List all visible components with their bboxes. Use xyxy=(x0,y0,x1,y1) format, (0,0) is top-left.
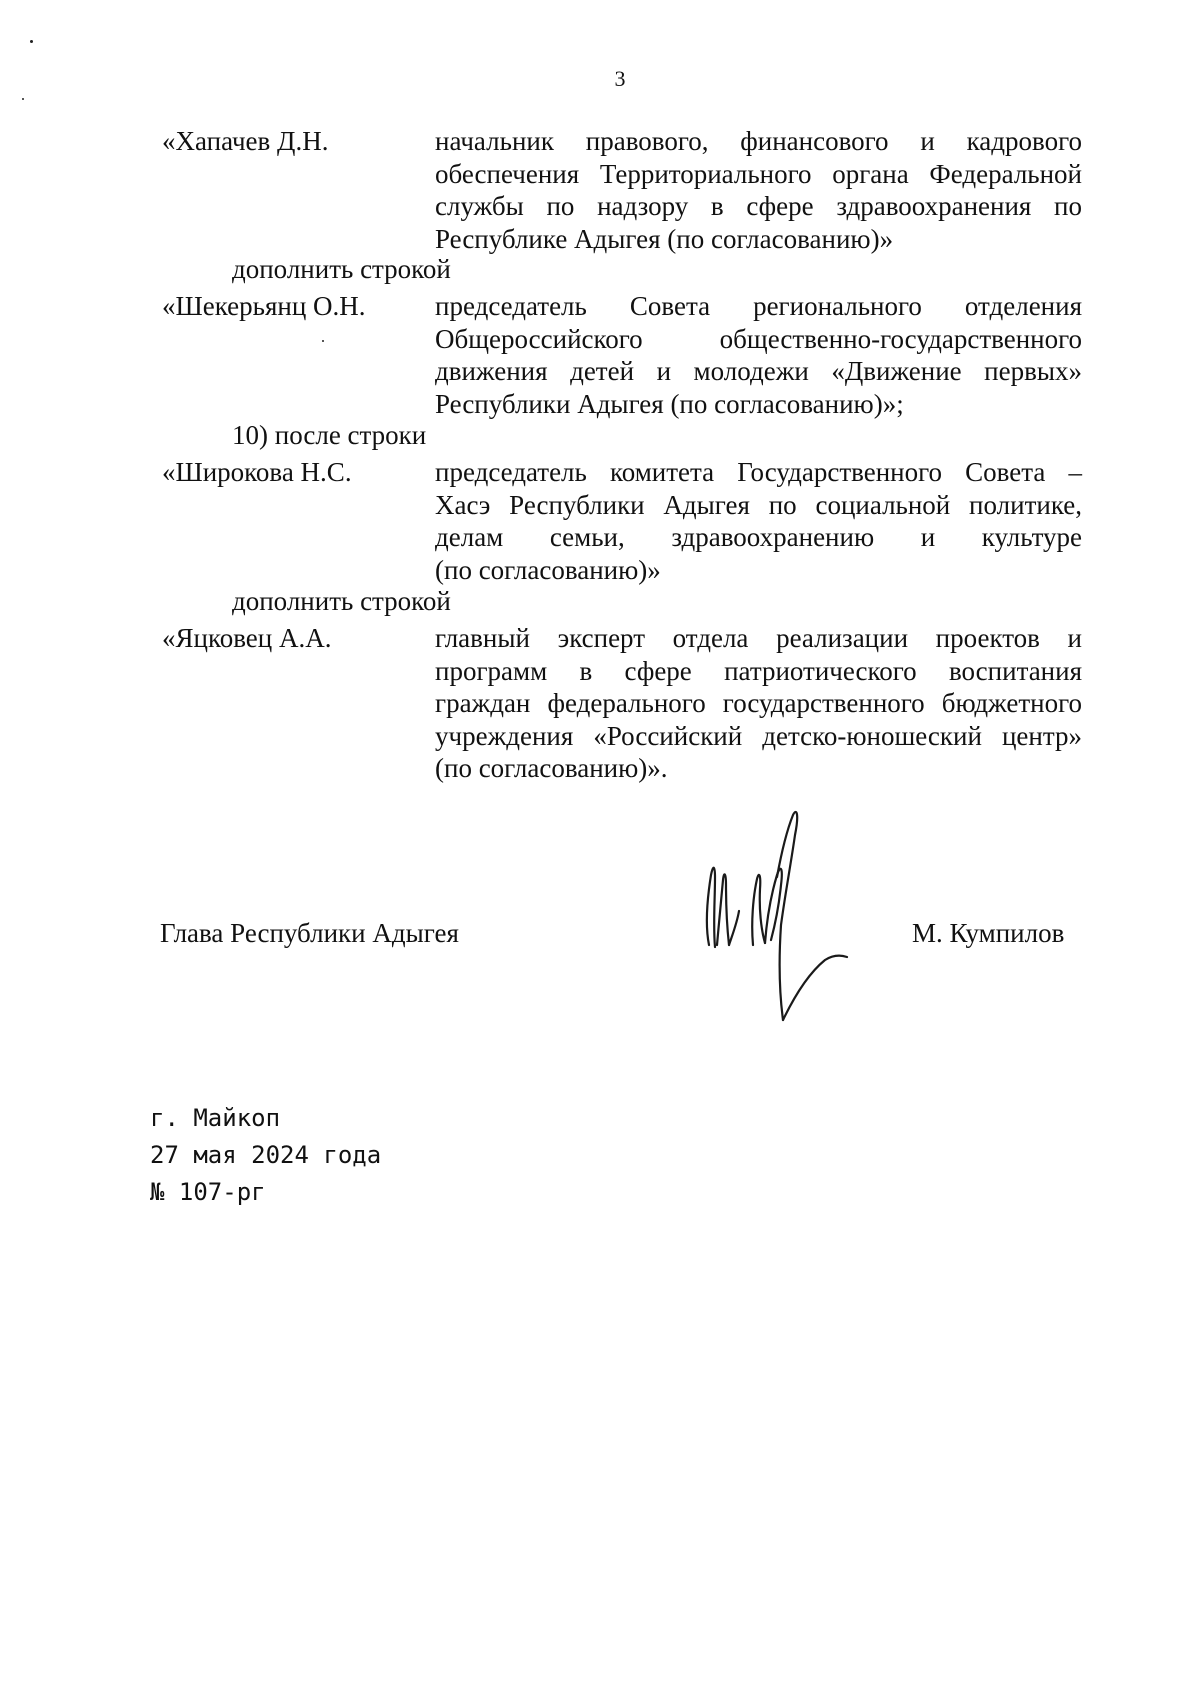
instruction-add-line: дополнить строкой xyxy=(232,254,451,284)
position-line: председатель комитета Государственного Совета – xyxy=(435,457,1082,487)
member-position xyxy=(435,456,1082,586)
member-entry-khapachev xyxy=(162,125,1082,255)
position-line: начальник правового, финансового и кадрового xyxy=(435,126,1082,156)
position-line: граждан федерального государственного бюджетного xyxy=(435,688,1082,718)
signatory-name: М. Кумпилов xyxy=(912,918,1065,948)
position-line: делам семьи, здравоохранению и культуре xyxy=(435,522,1082,552)
footer-city: г. Майкоп xyxy=(150,1104,281,1132)
position-line: (по согласованию)». xyxy=(435,753,668,783)
footer-number: № 107-рг xyxy=(150,1178,266,1206)
position-line: программ в сфере патриотического воспитания xyxy=(435,655,1082,686)
member-name: «Яцковец А.А. xyxy=(162,623,332,653)
scan-speck xyxy=(30,40,33,43)
position-line: председатель Совета регионального отделения xyxy=(435,291,1082,321)
member-position xyxy=(435,622,1082,785)
position-line: службы по надзору в сфере здравоохранения по xyxy=(435,191,1082,221)
member-name: «Широкова Н.С. xyxy=(162,457,352,487)
position-line: учреждения «Российский детско-юношеский центр» xyxy=(435,720,1082,751)
member-entry-shekeryants xyxy=(162,290,1082,420)
position-line: Общероссийского общественно-государственного xyxy=(435,323,1082,354)
position-line: Республике Адыгея (по согласованию)» xyxy=(435,223,894,254)
instruction-add-line: дополнить строкой xyxy=(232,586,451,616)
position-line: Хасэ Республики Адыгея по социальной политике, xyxy=(435,489,1082,520)
instruction-after-line: 10) после строки xyxy=(232,420,427,450)
footer-date: 27 мая 2024 года xyxy=(150,1141,382,1169)
position-line: главный эксперт отдела реализации проектов и xyxy=(435,623,1082,653)
scan-speck xyxy=(22,98,24,100)
member-name: «Шекерьянц О.Н. xyxy=(162,291,366,321)
page-number: 3 xyxy=(614,66,626,91)
signatory-title: Глава Республики Адыгея xyxy=(160,918,459,948)
position-line: Республики Адыгея (по согласованию)»; xyxy=(435,388,904,419)
member-position xyxy=(435,290,1082,420)
position-line: движения детей и молодежи «Движение первых» xyxy=(435,356,1082,386)
document-footer xyxy=(150,1100,381,1211)
position-line: обеспечения Территориального органа Федеральной xyxy=(435,158,1082,189)
member-position xyxy=(435,125,1082,255)
handwritten-signature xyxy=(695,805,875,1045)
member-name: «Хапачев Д.Н. xyxy=(162,126,329,156)
member-entry-shirokova xyxy=(162,456,1082,586)
position-line: (по согласованию)» xyxy=(435,554,661,585)
member-entry-yatskovets xyxy=(162,622,1082,785)
